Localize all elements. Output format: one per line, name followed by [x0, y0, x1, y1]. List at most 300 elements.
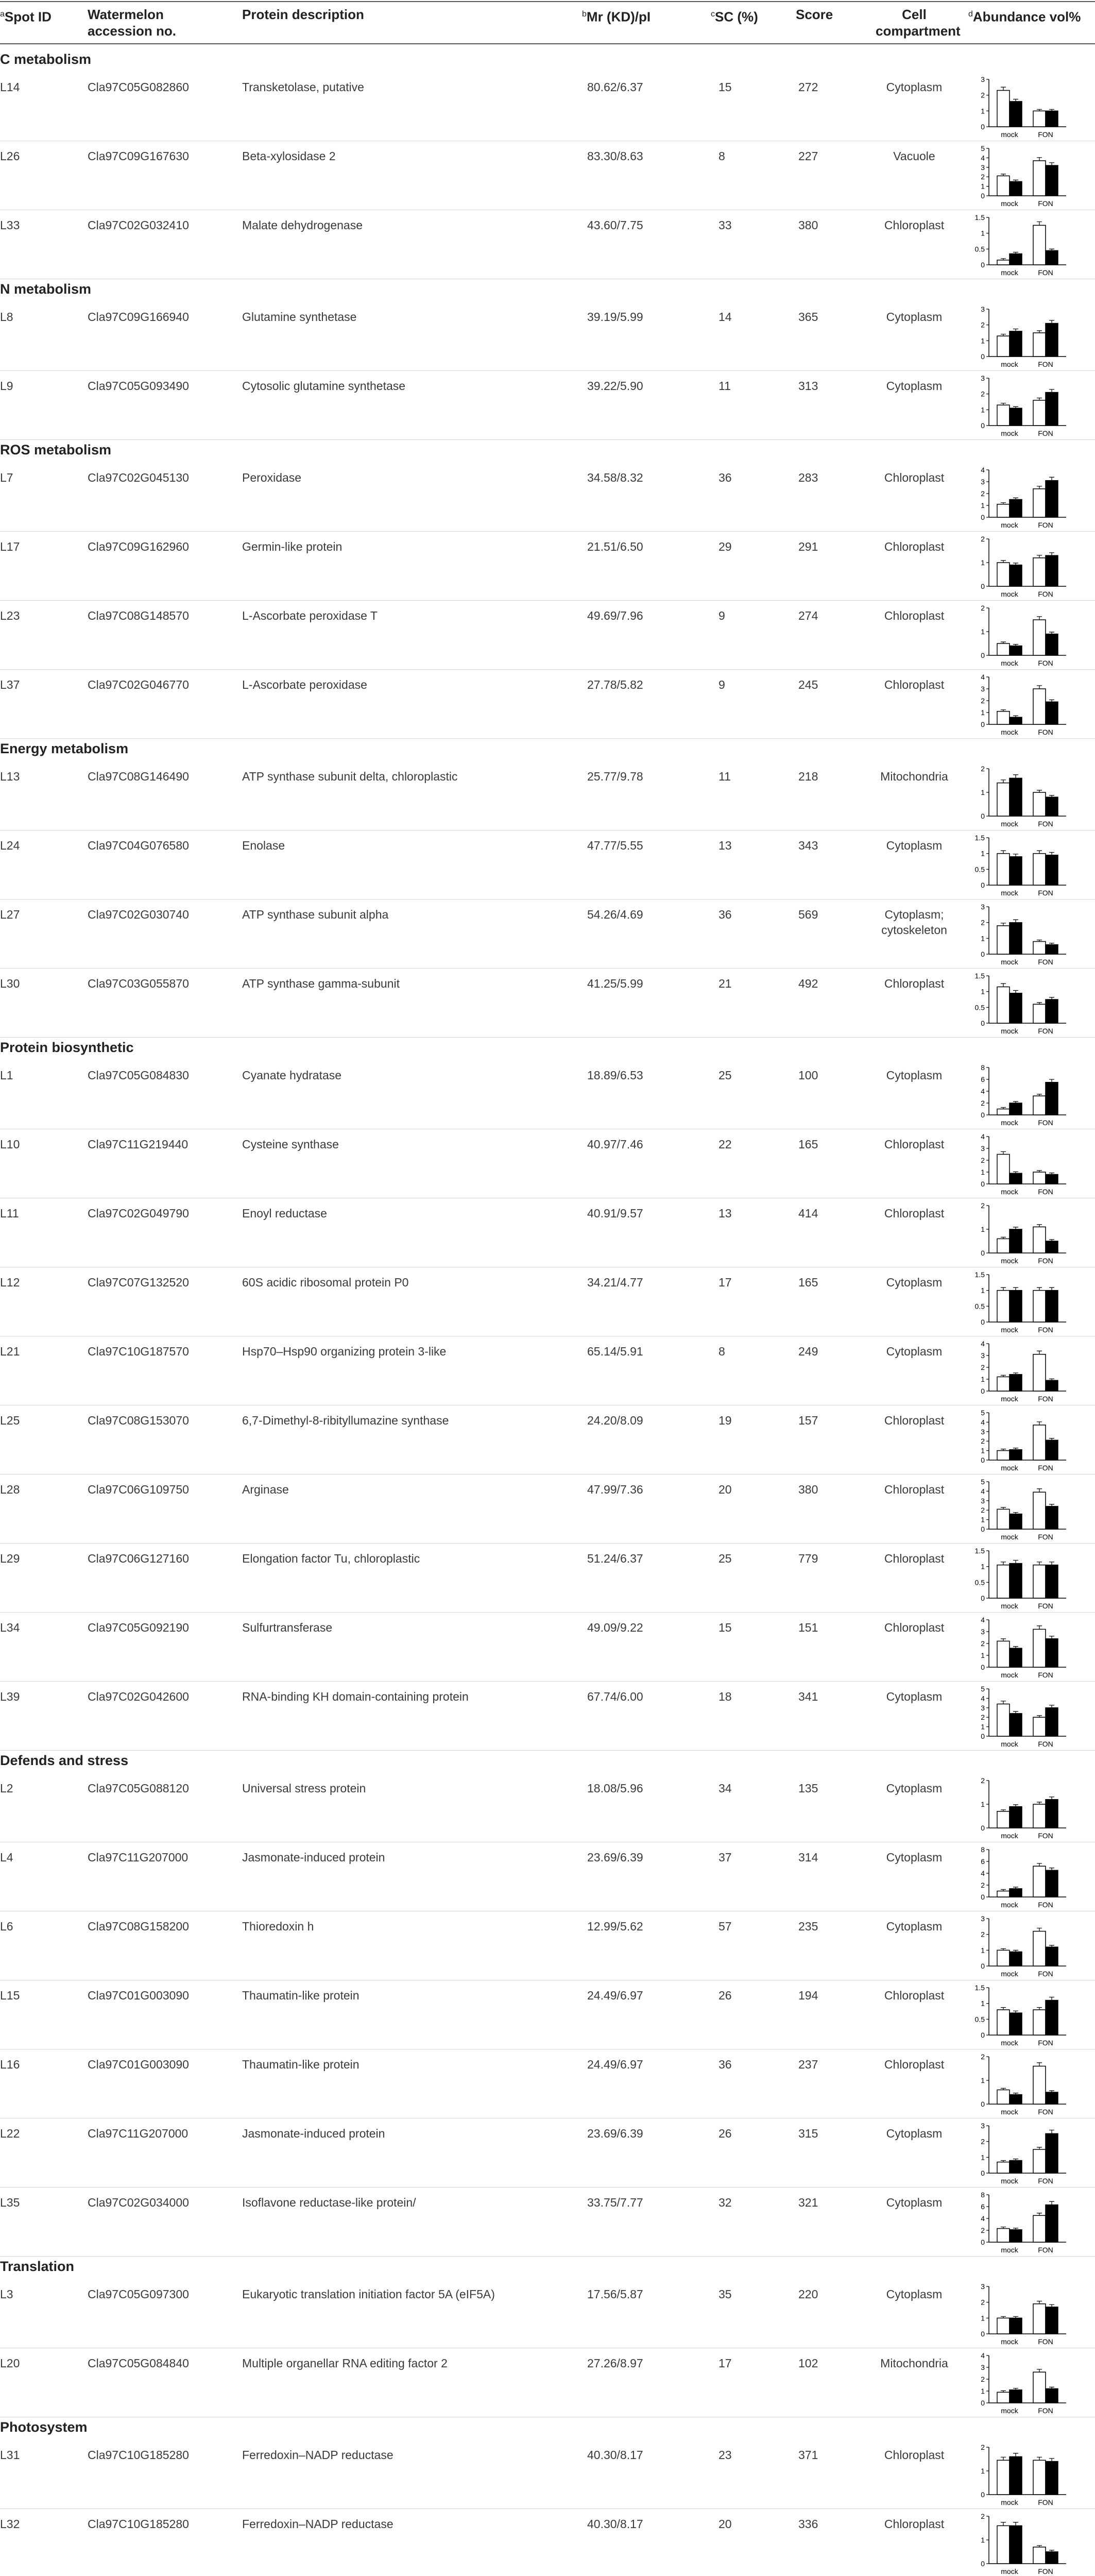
spot-id: L17: [0, 540, 20, 553]
spot-id: L27: [0, 908, 20, 921]
x-label-fon: FON: [1038, 590, 1053, 598]
error-bar: [1037, 2301, 1042, 2303]
sequence-coverage: 33: [718, 218, 732, 232]
score: 343: [798, 839, 818, 852]
sequence-coverage: 36: [718, 471, 732, 484]
error-bar: [1049, 2130, 1054, 2133]
sg-bar: [1010, 565, 1022, 586]
cell-compartment: Chloroplast: [884, 2517, 945, 2531]
x-label-fon: FON: [1038, 889, 1053, 897]
y-tick-label: 1: [981, 788, 985, 796]
error-bar: [1013, 2522, 1018, 2526]
error-bar: [1001, 851, 1006, 854]
score: 414: [798, 1207, 818, 1220]
description: 6,7-Dimethyl-8-ribityllumazine synthase: [242, 1414, 449, 1427]
description: Enoyl reductase: [242, 1207, 327, 1220]
header-compartment: Cell compartment: [876, 7, 961, 39]
row-divider: [0, 2187, 1095, 2188]
y-tick-label: 4: [981, 154, 985, 162]
y-tick-label: 0: [981, 1962, 985, 1970]
section-title: C metabolism: [0, 52, 92, 67]
description: Germin-like protein: [242, 540, 343, 553]
abundance-chart: [973, 464, 1071, 532]
rg-bar: [1033, 1004, 1046, 1023]
spot-id: L37: [0, 678, 20, 691]
description: Isoflavone reductase-like protein/: [242, 2196, 416, 2209]
score: 272: [798, 80, 818, 94]
abundance-chart: [973, 2189, 1071, 2257]
y-tick-label: 3: [981, 374, 985, 382]
y-tick-label: 3: [981, 2122, 985, 2130]
rg-bar: [1033, 689, 1046, 724]
x-label-fon: FON: [1038, 1188, 1053, 1196]
sg-bar: [1046, 1241, 1058, 1253]
cell-compartment: Chloroplast: [884, 678, 945, 691]
sequence-coverage: 15: [718, 1621, 732, 1634]
sg-bar: [1046, 1639, 1058, 1667]
sg-bar: [1046, 945, 1058, 954]
accession: Cla97C02G049790: [88, 1207, 189, 1220]
cell-compartment: Chloroplast: [884, 1207, 945, 1220]
y-tick-label: 3: [981, 478, 985, 486]
y-tick-label: 0: [981, 123, 985, 131]
cell-compartment: Cytoplasm: [886, 1920, 943, 1933]
sg-bar: [1046, 1947, 1058, 1966]
y-tick-label: 1.5: [974, 1270, 985, 1279]
accession: Cla97C02G032410: [88, 218, 189, 232]
rg-bar: [1033, 1492, 1046, 1529]
y-tick-label: 1: [981, 987, 985, 996]
score: 151: [798, 1621, 818, 1634]
y-tick-label: 0.5: [974, 245, 985, 253]
abundance-chart: [973, 2349, 1071, 2417]
mr-pi: 40.30/8.17: [587, 2448, 643, 2462]
x-label-fon: FON: [1038, 2337, 1053, 2346]
error-bar: [1037, 1287, 1042, 1291]
description: Universal stress protein: [242, 1782, 366, 1795]
description: Malate dehydrogenase: [242, 218, 363, 232]
y-tick-label: 0: [981, 1663, 985, 1671]
cell-compartment: Chloroplast: [884, 1552, 945, 1565]
sequence-coverage: 36: [718, 908, 732, 921]
sg-bar: [1046, 111, 1058, 127]
y-tick-label: 6: [981, 2202, 985, 2211]
x-label-fon: FON: [1038, 268, 1053, 277]
mr-pi: 41.25/5.99: [587, 977, 643, 990]
sequence-coverage: 22: [718, 1138, 732, 1151]
rg-bar: [1033, 1425, 1046, 1460]
sg-bar: [1010, 2390, 1022, 2403]
y-tick-label: 2: [981, 320, 985, 329]
sg-bar: [1010, 1375, 1022, 1391]
abundance-chart: [973, 1268, 1071, 1336]
mr-pi: 17.56/5.87: [587, 2287, 643, 2301]
rg-bar: [997, 1109, 1010, 1115]
description: Ferredoxin–NADP reductase: [242, 2448, 393, 2462]
y-tick-label: 1.5: [974, 1547, 985, 1555]
accession: Cla97C05G097300: [88, 2287, 189, 2301]
x-label-fon: FON: [1038, 2177, 1053, 2185]
y-tick-label: 3: [981, 685, 985, 693]
y-tick-label: 5: [981, 1409, 985, 1417]
sg-bar: [1010, 1229, 1022, 1253]
error-bar: [1037, 851, 1042, 854]
y-tick-label: 2: [981, 1099, 985, 1107]
x-label-fon: FON: [1038, 1533, 1053, 1541]
row-divider: [0, 1750, 1095, 1751]
description: Elongation factor Tu, chloroplastic: [242, 1552, 420, 1565]
spot-id: L1: [0, 1069, 13, 1082]
y-tick-label: 1: [981, 2314, 985, 2323]
abundance-chart: [973, 1545, 1071, 1613]
mr-pi: 40.30/8.17: [587, 2517, 643, 2531]
cell-compartment: Cytoplasm: [886, 379, 943, 393]
header-score: Score: [796, 7, 833, 22]
sg-bar: [1010, 1173, 1022, 1184]
spot-id: L33: [0, 218, 20, 232]
y-tick-label: 1: [981, 2153, 985, 2162]
x-label-mock: mock: [1001, 2177, 1018, 2185]
score: 569: [798, 908, 818, 921]
score: 315: [798, 2127, 818, 2140]
y-tick-label: 1.5: [974, 213, 985, 222]
abundance-chart: [973, 2510, 1071, 2576]
error-bar: [1037, 1351, 1042, 1354]
sequence-coverage: 35: [718, 2287, 732, 2301]
sg-bar: [1046, 324, 1058, 357]
rg-bar: [1033, 2010, 1046, 2035]
x-label-fon: FON: [1038, 728, 1053, 736]
accession: Cla97C08G158200: [88, 1920, 189, 1933]
y-tick-label: 1: [981, 628, 985, 636]
sequence-coverage: 17: [718, 2357, 732, 2370]
description: Hsp70–Hsp90 organizing protein 3-like: [242, 1345, 447, 1358]
sequence-coverage: 8: [718, 1345, 725, 1358]
spot-id: L31: [0, 2448, 20, 2462]
sg-bar: [1046, 2133, 1058, 2173]
rg-bar: [997, 1239, 1010, 1253]
y-tick-label: 1: [981, 1562, 985, 1571]
x-label-mock: mock: [1001, 2498, 1018, 2506]
x-label-mock: mock: [1001, 889, 1018, 897]
description: Enolase: [242, 839, 285, 852]
score: 492: [798, 977, 818, 990]
sequence-coverage: 57: [718, 1920, 732, 1933]
score: 220: [798, 2287, 818, 2301]
x-label-mock: mock: [1001, 429, 1018, 437]
y-tick-label: 0: [981, 1893, 985, 1901]
cell-compartment: Chloroplast: [884, 218, 945, 232]
rg-bar: [997, 1641, 1010, 1667]
error-bar: [1001, 1701, 1006, 1704]
abundance-chart: [973, 901, 1071, 969]
accession: Cla97C11G219440: [88, 1138, 189, 1151]
y-tick-label: 0: [981, 1594, 985, 1602]
rg-bar: [997, 1704, 1010, 1736]
error-bar: [1037, 2369, 1042, 2372]
rg-bar: [997, 1565, 1010, 1598]
y-tick-label: 3: [981, 1914, 985, 1923]
y-tick-label: 0: [981, 2560, 985, 2568]
rg-bar: [1033, 2372, 1046, 2403]
error-bar: [1049, 163, 1054, 165]
x-label-fon: FON: [1038, 1901, 1053, 1909]
error-bar: [1049, 852, 1054, 855]
abundance-chart: [973, 1199, 1071, 1267]
sg-bar: [1046, 2552, 1058, 2564]
y-tick-label: 2: [981, 604, 985, 612]
abundance-chart: [973, 1337, 1071, 1405]
rg-bar: [997, 90, 1010, 127]
rg-bar: [997, 1377, 1010, 1391]
abundance-chart: [973, 602, 1071, 670]
y-tick-label: 4: [981, 1616, 985, 1624]
sequence-coverage: 9: [718, 609, 725, 622]
y-tick-label: 4: [981, 673, 985, 681]
x-label-fon: FON: [1038, 820, 1053, 828]
y-tick-label: 3: [981, 903, 985, 911]
accession: Cla97C06G127160: [88, 1552, 189, 1565]
cell-compartment: Cytoplasm: [886, 1345, 943, 1358]
rg-bar: [1033, 2547, 1046, 2564]
y-tick-label: 3: [981, 1144, 985, 1153]
mr-pi: 47.77/5.55: [587, 839, 643, 852]
score: 102: [798, 2357, 818, 2370]
y-tick-label: 2: [981, 1201, 985, 1210]
rg-bar: [1033, 1565, 1046, 1598]
y-tick-label: 0.5: [974, 865, 985, 874]
cell-compartment: Cytoplasm: [886, 1690, 943, 1703]
y-tick-label: 4: [981, 1418, 985, 1427]
y-tick-label: 2: [981, 389, 985, 398]
y-tick-label: 0: [981, 881, 985, 889]
sg-bar: [1010, 1450, 1022, 1460]
y-tick-label: 0: [981, 1732, 985, 1740]
abundance-chart: [973, 2050, 1071, 2119]
accession: Cla97C02G034000: [88, 2196, 189, 2209]
spot-id: L15: [0, 1989, 20, 2002]
sg-bar: [1046, 702, 1058, 724]
x-label-mock: mock: [1001, 1326, 1018, 1334]
y-tick-label: 1: [981, 336, 985, 345]
rg-bar: [1033, 2215, 1046, 2242]
y-tick-label: 1: [981, 182, 985, 191]
y-tick-label: 1: [981, 558, 985, 567]
y-tick-label: 1: [981, 1286, 985, 1295]
mr-pi: 34.58/8.32: [587, 471, 643, 484]
cell-compartment: Cytoplasm: [886, 1276, 943, 1289]
rg-bar: [1033, 620, 1046, 655]
y-tick-label: 3: [981, 1628, 985, 1636]
sg-bar: [1010, 1564, 1022, 1598]
error-bar: [1037, 1422, 1042, 1425]
rg-bar: [1033, 111, 1046, 127]
cell-compartment: Mitochondria: [880, 2357, 948, 2370]
mr-pi: 80.62/6.37: [587, 80, 643, 94]
x-label-mock: mock: [1001, 1118, 1018, 1127]
y-tick-label: 2: [981, 1363, 985, 1371]
sg-bar: [1046, 555, 1058, 586]
accession: Cla97C10G187570: [88, 1345, 189, 1358]
y-tick-label: 0: [981, 2399, 985, 2407]
cell-compartment: Cytoplasm; cytoskeleton: [881, 908, 947, 937]
y-tick-label: 2: [981, 2137, 985, 2146]
description: ATP synthase subunit alpha: [242, 908, 389, 921]
rg-bar: [1033, 1227, 1046, 1253]
accession: Cla97C02G030740: [88, 908, 189, 921]
y-tick-label: 1.5: [974, 972, 985, 980]
accession: Cla97C10G185280: [88, 2517, 189, 2531]
x-label-mock: mock: [1001, 1464, 1018, 1472]
rg-bar: [997, 2090, 1010, 2104]
sequence-coverage: 23: [718, 2448, 732, 2462]
error-bar: [1049, 477, 1054, 480]
sg-bar: [1046, 2388, 1058, 2403]
mr-pi: 49.69/7.96: [587, 609, 643, 622]
rg-bar: [997, 260, 1010, 265]
y-tick-label: 1.5: [974, 834, 985, 842]
y-tick-label: 2: [981, 1930, 985, 1939]
description: Jasmonate-induced protein: [242, 1851, 385, 1864]
section-title: N metabolism: [0, 281, 92, 297]
section-title: Translation: [0, 2259, 75, 2274]
description: Transketolase, putative: [242, 80, 364, 94]
rg-bar: [997, 643, 1010, 655]
y-tick-label: 2: [981, 489, 985, 498]
description: Jasmonate-induced protein: [242, 2127, 385, 2140]
y-tick-label: 0: [981, 1249, 985, 1257]
abundance-chart: [973, 2441, 1071, 2509]
accession: Cla97C08G148570: [88, 609, 189, 622]
y-tick-label: 0.5: [974, 1578, 985, 1587]
y-tick-label: 6: [981, 1857, 985, 1866]
rg-bar: [997, 176, 1010, 196]
error-bar: [1001, 87, 1006, 90]
sg-bar: [1010, 778, 1022, 816]
x-label-fon: FON: [1038, 1970, 1053, 1978]
mr-pi: 39.19/5.99: [587, 310, 643, 324]
error-bar: [1037, 1863, 1042, 1866]
spot-id: L7: [0, 471, 13, 484]
y-tick-label: 4: [981, 466, 985, 474]
spot-id: L8: [0, 310, 13, 324]
error-bar: [1037, 617, 1042, 620]
y-tick-label: 3: [981, 1496, 985, 1505]
sequence-coverage: 11: [718, 770, 731, 783]
sg-bar: [1046, 2307, 1058, 2334]
abundance-chart: [973, 1683, 1071, 1751]
mr-pi: 49.09/9.22: [587, 1621, 643, 1634]
sg-bar: [1010, 2095, 1022, 2104]
rg-bar: [1033, 1096, 1046, 1115]
description: L-Ascorbate peroxidase: [242, 678, 367, 691]
section-title: Protein biosynthetic: [0, 1040, 134, 1055]
accession: Cla97C09G162960: [88, 540, 189, 553]
y-tick-label: 2: [981, 2375, 985, 2383]
sequence-coverage: 37: [718, 1851, 732, 1864]
sg-bar: [1046, 855, 1058, 885]
error-bar: [1049, 553, 1054, 555]
y-tick-label: 3: [981, 2363, 985, 2371]
row-divider: [0, 2118, 1095, 2119]
spot-id: L9: [0, 379, 13, 393]
x-label-mock: mock: [1001, 2406, 1018, 2415]
error-bar: [1049, 389, 1054, 393]
mr-pi: 40.91/9.57: [587, 1207, 643, 1220]
x-label-fon: FON: [1038, 130, 1053, 139]
score: 165: [798, 1276, 818, 1289]
sg-bar: [1046, 1440, 1058, 1460]
cell-compartment: Cytoplasm: [886, 1069, 943, 1082]
rg-bar: [1033, 2304, 1046, 2334]
x-label-mock: mock: [1001, 130, 1018, 139]
description: 60S acidic ribosomal protein P0: [242, 1276, 409, 1289]
sequence-coverage: 9: [718, 678, 725, 691]
rg-bar: [997, 926, 1010, 954]
y-tick-label: 1: [981, 2536, 985, 2544]
spot-id: L3: [0, 2287, 13, 2301]
rg-bar: [1033, 854, 1046, 885]
y-tick-label: 0: [981, 1180, 985, 1188]
y-tick-label: 1: [981, 501, 985, 510]
sg-bar: [1010, 646, 1022, 655]
sequence-coverage: 17: [718, 1276, 732, 1289]
sequence-coverage: 19: [718, 1414, 732, 1427]
cell-compartment: Cytoplasm: [886, 839, 943, 852]
score: 313: [798, 379, 818, 393]
y-tick-label: 5: [981, 144, 985, 152]
description: Thaumatin-like protein: [242, 2058, 360, 2071]
y-tick-label: 0: [981, 2490, 985, 2499]
x-label-mock: mock: [1001, 2246, 1018, 2254]
sg-bar: [1046, 1175, 1058, 1184]
x-label-mock: mock: [1001, 2567, 1018, 2575]
sg-bar: [1046, 393, 1058, 426]
rg-bar: [1033, 489, 1046, 517]
cell-compartment: Chloroplast: [884, 1989, 945, 2002]
y-tick-label: 0.5: [974, 1003, 985, 1012]
description: Cyanate hydratase: [242, 1069, 342, 1082]
error-bar: [1049, 2201, 1054, 2205]
y-tick-label: 0: [981, 720, 985, 728]
mr-pi: 24.49/6.97: [587, 2058, 643, 2071]
description: Peroxidase: [242, 471, 302, 484]
mr-pi: 24.20/8.09: [587, 1414, 643, 1427]
description: Beta-xylosidase 2: [242, 149, 336, 163]
sg-bar: [1046, 999, 1058, 1023]
sg-bar: [1010, 1889, 1022, 1897]
x-label-fon: FON: [1038, 1671, 1053, 1679]
x-label-mock: mock: [1001, 1832, 1018, 1840]
accession: Cla97C02G046770: [88, 678, 189, 691]
mr-pi: 34.21/4.77: [587, 1276, 643, 1289]
cell-compartment: Chloroplast: [884, 2448, 945, 2462]
y-tick-label: 1: [981, 1800, 985, 1808]
x-label-mock: mock: [1001, 958, 1018, 966]
y-tick-label: 1: [981, 1446, 985, 1455]
sequence-coverage: 13: [718, 839, 732, 852]
accession: Cla97C05G082860: [88, 80, 189, 94]
error-bar: [1049, 1079, 1054, 1082]
y-tick-label: 1: [981, 2467, 985, 2475]
y-tick-label: 4: [981, 2214, 985, 2223]
y-tick-label: 2: [981, 918, 985, 927]
spot-id: L13: [0, 770, 20, 783]
y-tick-label: 1: [981, 1515, 985, 1524]
mr-pi: 33.75/7.77: [587, 2196, 643, 2209]
y-tick-label: 8: [981, 1845, 985, 1854]
y-tick-label: 1: [981, 1946, 985, 1955]
